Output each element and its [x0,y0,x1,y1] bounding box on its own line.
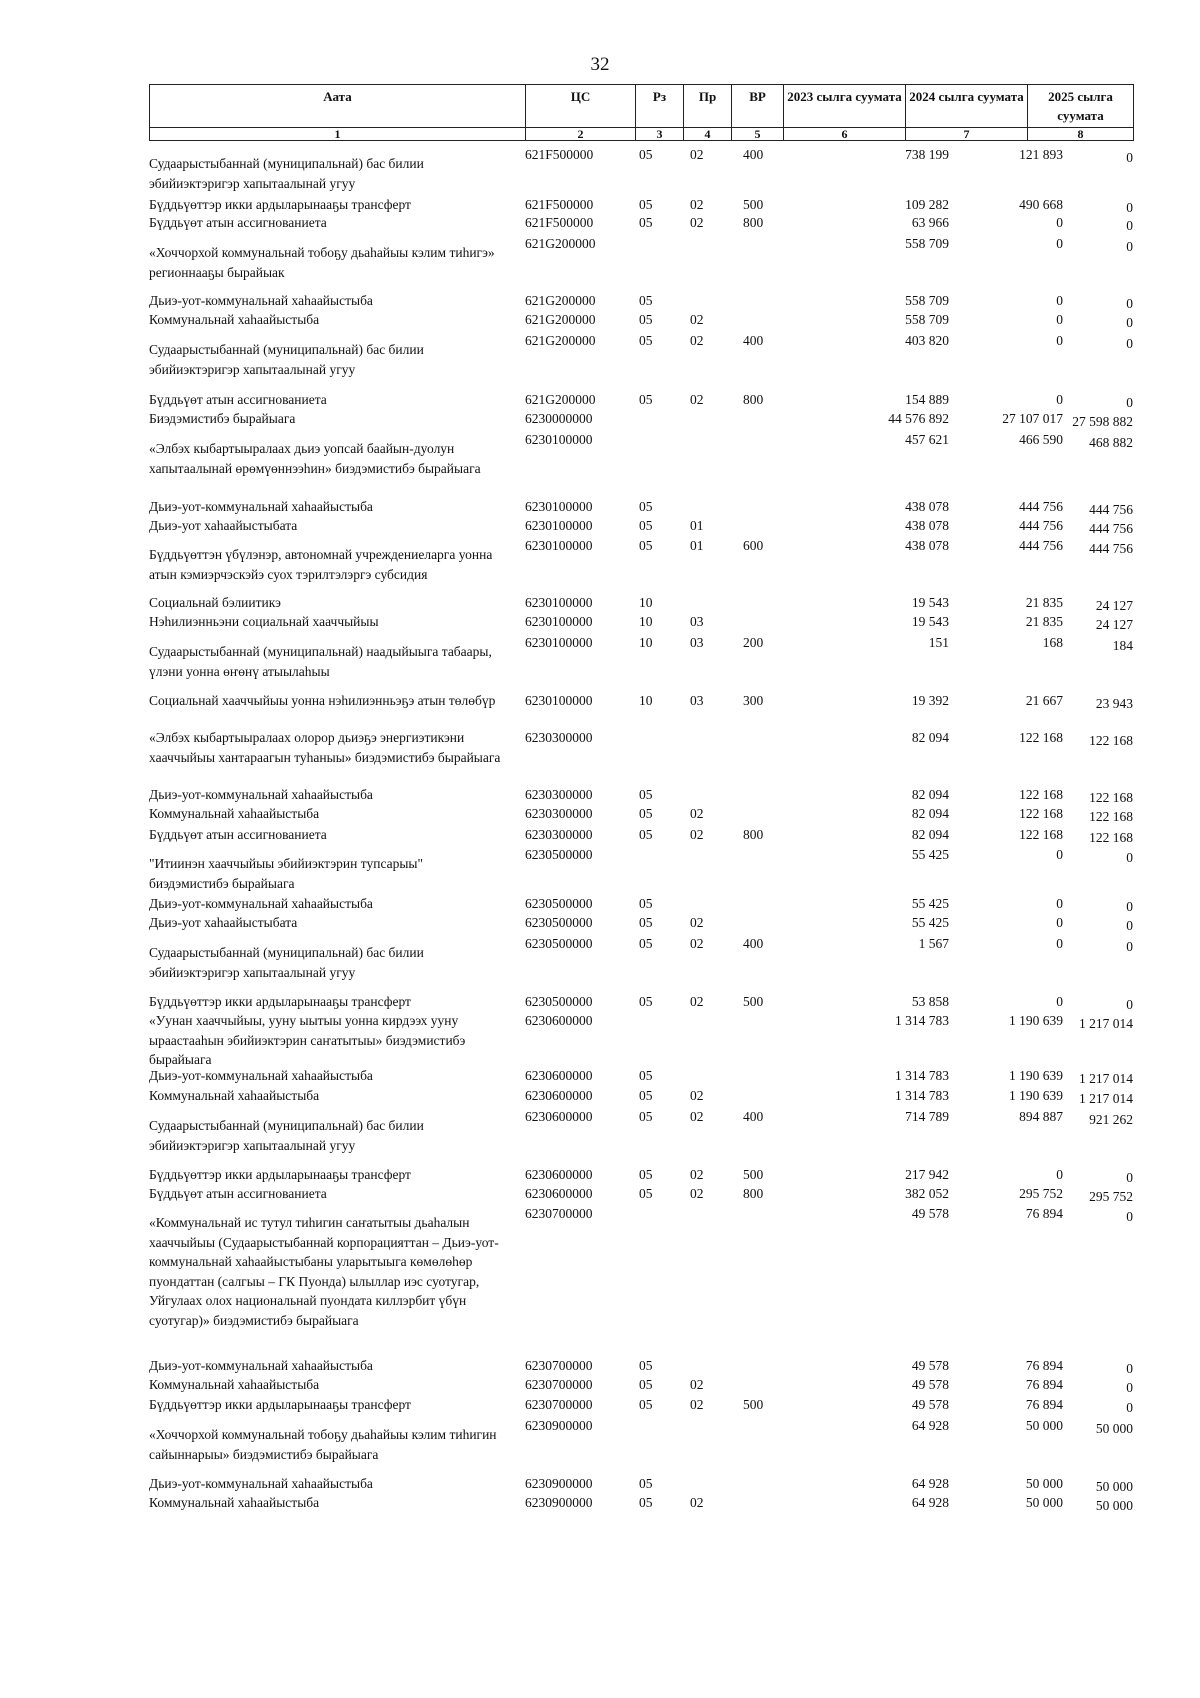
row-vr: 200 [743,635,764,650]
row-pr: 02 [690,1397,704,1412]
row-cs-code: 6230500000 [525,936,593,951]
row-value-2023: 49 578 [911,1358,949,1373]
row-name: «Уунан хааччыйыы, ууну ыытыы уонна кирдээх ууну ыраастааһын эбийиэктэрин саҥатытыы» биэдэмистибэ бырайыага [149,1013,466,1067]
row-vr: 800 [743,215,764,230]
row-value-2023: 1 314 783 [895,1068,949,1083]
row-cs-code: 6230600000 [525,1109,593,1124]
row-name: Коммунальнай хаһаайыстыба [149,312,320,327]
row-vr: 800 [743,392,764,407]
row-name: «Элбэх кыбартыыралаах олорор дьиэҕэ энергиэтикэни хааччыйыы хантараагын туһаныы» биэдэмистибэ бырайыага [149,730,501,765]
header-2025: 2025 сылга суумата [1028,85,1134,128]
column-number: 1 [150,128,526,141]
row-value-2024: 50 000 [1025,1418,1063,1433]
row-rz: 05 [639,1068,653,1083]
row-cs-code: 6230100000 [525,635,593,650]
row-value-2023: 558 709 [905,312,949,327]
row-value-2024: 894 887 [1019,1109,1063,1124]
column-number: 6 [784,128,906,141]
row-name: Социальнай бэлиитикэ [149,595,281,610]
row-value-2025: 122 168 [1089,790,1133,805]
column-number: 5 [732,128,784,141]
row-value-2023: 64 928 [911,1495,949,1510]
row-cs-code: 6230100000 [525,693,593,708]
row-name: «Элбэх кыбартыыралаах дьиэ уопсай баайын-дуолун хапытаалынай өрөмүөннээһин» биэдэмистибэ бырайыага [149,441,481,476]
row-value-2024: 0 [1056,994,1063,1009]
row-pr: 02 [690,215,704,230]
row-cs-code: 6230300000 [525,806,593,821]
row-value-2025: 0 [1126,1209,1133,1224]
row-rz: 05 [639,915,653,930]
row-value-2025: 0 [1126,918,1133,933]
row-value-2025: 444 756 [1089,521,1133,536]
row-cs-code: 6230100000 [525,595,593,610]
row-cs-code: 6230100000 [525,499,593,514]
row-value-2023: 55 425 [911,915,949,930]
row-name: Бүддьүөт атын ассигнованиета [149,392,327,407]
row-name: Дьиэ-уот-коммунальнай хаһаайыстыба [149,1068,373,1083]
row-value-2024: 76 894 [1025,1377,1063,1392]
row-cs-code: 6230100000 [525,614,593,629]
row-name: «Хоччорхой коммунальнай тобоҕу дьаһайыы кэлим тиһигэ» регионнааҕы бырайыак [149,245,495,280]
row-rz: 05 [639,518,653,533]
row-name: Дьиэ-уот хаһаайыстыбата [149,915,298,930]
row-value-2023: 82 094 [911,787,949,802]
row-value-2025: 0 [1126,296,1133,311]
row-value-2023: 64 928 [911,1418,949,1433]
row-rz: 05 [639,1088,653,1103]
row-value-2025: 184 [1112,638,1133,653]
row-value-2024: 0 [1056,215,1063,230]
row-cs-code: 6230500000 [525,994,593,1009]
row-value-2025: 295 752 [1089,1189,1133,1204]
column-number: 8 [1028,128,1134,141]
row-name: Коммунальнай хаһаайыстыба [149,806,320,821]
row-pr: 02 [690,1186,704,1201]
row-cs-code: 6230600000 [525,1088,593,1103]
row-value-2023: 1 314 783 [895,1013,949,1028]
column-number: 3 [636,128,684,141]
row-vr: 500 [743,1397,764,1412]
row-pr: 01 [690,518,704,533]
row-rz: 05 [639,1167,653,1182]
row-value-2024: 21 835 [1025,614,1063,629]
row-cs-code: 6230700000 [525,1397,593,1412]
row-value-2025: 1 217 014 [1079,1071,1133,1086]
row-value-2025: 0 [1126,239,1133,254]
row-value-2025: 0 [1126,939,1133,954]
row-name: Дьиэ-уот-коммунальнай хаһаайыстыба [149,1358,373,1373]
row-name: Коммунальнай хаһаайыстыба [149,1377,320,1392]
row-vr: 500 [743,994,764,1009]
row-rz: 05 [639,827,653,842]
row-value-2023: 49 578 [911,1377,949,1392]
row-rz: 05 [639,806,653,821]
row-value-2023: 55 425 [911,847,949,862]
row-value-2024: 0 [1056,236,1063,251]
row-value-2023: 55 425 [911,896,949,911]
row-value-2024: 444 756 [1019,499,1063,514]
row-pr: 02 [690,1495,704,1510]
row-cs-code: 621F500000 [525,197,594,212]
row-value-2023: 558 709 [905,293,949,308]
row-value-2023: 19 543 [911,614,949,629]
row-value-2023: 109 282 [905,197,949,212]
row-value-2024: 0 [1056,293,1063,308]
row-pr: 02 [690,806,704,821]
row-value-2025: 468 882 [1089,435,1133,450]
row-name: Биэдэмистибэ бырайыага [149,411,296,426]
row-rz: 05 [639,499,653,514]
row-value-2023: 438 078 [905,518,949,533]
row-value-2023: 63 966 [911,215,949,230]
row-cs-code: 621G200000 [525,312,596,327]
row-vr: 400 [743,147,764,162]
row-value-2023: 82 094 [911,806,949,821]
row-cs-code: 6230100000 [525,518,593,533]
header-rz: Рз [636,85,684,128]
row-value-2023: 82 094 [911,827,949,842]
table-header [149,84,1134,141]
row-value-2023: 217 942 [905,1167,949,1182]
row-value-2024: 21 667 [1025,693,1063,708]
row-pr: 02 [690,1167,704,1182]
row-name: Судаарыстыбаннай (муниципальнай) бас билии эбийиэктэригэр хапытаалынай угуу [149,945,424,980]
row-name: Бүддьүөттэр икки ардыларынааҕы трансферт [149,197,411,212]
row-name: Бүддьүөт атын ассигнованиета [149,215,327,230]
row-value-2024: 121 893 [1019,147,1063,162]
row-rz: 10 [639,635,653,650]
row-value-2023: 64 928 [911,1476,949,1491]
row-pr: 02 [690,1377,704,1392]
row-pr: 02 [690,312,704,327]
row-cs-code: 6230300000 [525,730,593,745]
row-pr: 02 [690,936,704,951]
column-number: 7 [906,128,1028,141]
row-value-2025: 0 [1126,1380,1133,1395]
row-cs-code: 6230600000 [525,1068,593,1083]
row-cs-code: 621G200000 [525,333,596,348]
row-rz: 05 [639,197,653,212]
row-value-2024: 122 168 [1019,806,1063,821]
row-value-2025: 1 217 014 [1079,1091,1133,1106]
row-name: «Хоччорхой коммунальнай тобоҕу дьаһайыы кэлим тиһигин сайыннарыы» биэдэмистибэ бырайыага [149,1427,497,1462]
row-rz: 05 [639,392,653,407]
row-name: Бүддьүөттэр икки ардыларынааҕы трансферт [149,1167,411,1182]
row-name: Дьиэ-уот-коммунальнай хаһаайыстыба [149,293,373,308]
row-value-2023: 82 094 [911,730,949,745]
row-value-2023: 53 858 [911,994,949,1009]
row-vr: 400 [743,333,764,348]
row-name: Бүддьүөттэр икки ардыларынааҕы трансферт [149,994,411,1009]
row-value-2025: 444 756 [1089,502,1133,517]
column-number: 2 [526,128,636,141]
row-value-2024: 27 107 017 [1002,411,1063,426]
row-value-2023: 403 820 [905,333,949,348]
row-value-2025: 50 000 [1095,1421,1133,1436]
row-pr: 01 [690,538,704,553]
row-cs-code: 6230700000 [525,1206,593,1221]
header-cs: ЦС [526,85,636,128]
header-pr: Пр [684,85,732,128]
row-cs-code: 621G200000 [525,293,596,308]
row-rz: 05 [639,147,653,162]
row-value-2023: 438 078 [905,538,949,553]
row-value-2025: 0 [1126,1361,1133,1376]
row-value-2025: 27 598 882 [1072,414,1133,429]
row-cs-code: 6230900000 [525,1418,593,1433]
row-value-2023: 44 576 892 [888,411,949,426]
row-rz: 05 [639,1358,653,1373]
row-name: Дьиэ-уот хаһаайыстыбата [149,518,298,533]
row-value-2024: 0 [1056,847,1063,862]
page-number: 32 [590,54,610,75]
row-name: Судаарыстыбаннай (муниципальнай) бас билии эбийиэктэригэр хапытаалынай угуу [149,1118,424,1153]
row-vr: 800 [743,827,764,842]
row-cs-code: 621G200000 [525,392,596,407]
row-value-2025: 0 [1126,336,1133,351]
row-name: Бүддьүөт атын ассигнованиета [149,827,327,842]
row-cs-code: 6230600000 [525,1167,593,1182]
row-value-2024: 0 [1056,312,1063,327]
row-cs-code: 6230300000 [525,827,593,842]
row-pr: 02 [690,915,704,930]
header-2024: 2024 сылга суумата [906,85,1028,128]
row-value-2025: 0 [1126,997,1133,1012]
row-pr: 03 [690,614,704,629]
row-name: "Итиинэн хааччыйыы эбийиэктэрин тупсарыы" биэдэмистибэ бырайыага [149,856,423,891]
row-rz: 05 [639,936,653,951]
row-value-2024: 0 [1056,896,1063,911]
row-rz: 05 [639,1476,653,1491]
row-value-2024: 1 190 639 [1009,1088,1063,1103]
row-name: Социальнай хааччыйыы уонна нэһилиэнньэҕэ атын төлөбүр [149,693,496,708]
row-rz: 05 [639,787,653,802]
row-value-2023: 558 709 [905,236,949,251]
row-pr: 02 [690,994,704,1009]
row-cs-code: 6230700000 [525,1377,593,1392]
row-value-2025: 122 168 [1089,830,1133,845]
row-vr: 400 [743,1109,764,1124]
row-pr: 02 [690,392,704,407]
row-value-2024: 122 168 [1019,787,1063,802]
row-pr: 03 [690,693,704,708]
row-name: Дьиэ-уот-коммунальнай хаһаайыстыба [149,787,373,802]
row-rz: 05 [639,1495,653,1510]
row-rz: 05 [639,1397,653,1412]
row-value-2024: 490 668 [1019,197,1063,212]
row-cs-code: 6230900000 [525,1476,593,1491]
row-value-2023: 714 789 [905,1109,949,1124]
row-value-2024: 295 752 [1019,1186,1063,1201]
row-value-2024: 1 190 639 [1009,1013,1063,1028]
row-rz: 05 [639,1186,653,1201]
row-rz: 10 [639,693,653,708]
row-value-2025: 0 [1126,395,1133,410]
row-value-2024: 1 190 639 [1009,1068,1063,1083]
row-value-2025: 0 [1126,218,1133,233]
row-pr: 02 [690,147,704,162]
header-name: Аата [150,85,526,128]
row-value-2023: 154 889 [905,392,949,407]
row-pr: 02 [690,1109,704,1124]
row-name: Дьиэ-уот-коммунальнай хаһаайыстыба [149,499,373,514]
row-cs-code: 6230000000 [525,411,593,426]
row-rz: 10 [639,614,653,629]
row-pr: 02 [690,1088,704,1103]
row-rz: 05 [639,994,653,1009]
row-rz: 05 [639,1377,653,1392]
row-value-2025: 0 [1126,200,1133,215]
row-value-2024: 0 [1056,333,1063,348]
row-rz: 05 [639,896,653,911]
row-cs-code: 6230100000 [525,538,593,553]
row-value-2023: 1 314 783 [895,1088,949,1103]
row-value-2025: 0 [1126,850,1133,865]
row-rz: 05 [639,333,653,348]
row-name: Дьиэ-уот-коммунальнай хаһаайыстыба [149,896,373,911]
header-2023: 2023 сылга суумата [784,85,906,128]
row-name: Коммунальнай хаһаайыстыба [149,1495,320,1510]
row-cs-code: 6230900000 [525,1495,593,1510]
row-name: Нэһилиэнньэни социальнай хааччыйыы [149,614,379,629]
row-value-2025: 122 168 [1089,733,1133,748]
row-value-2025: 1 217 014 [1079,1016,1133,1031]
row-cs-code: 621F500000 [525,147,594,162]
row-value-2023: 1 567 [918,936,949,951]
row-cs-code: 6230500000 [525,896,593,911]
row-value-2025: 0 [1126,315,1133,330]
row-value-2023: 438 078 [905,499,949,514]
row-cs-code: 6230500000 [525,847,593,862]
row-value-2024: 50 000 [1025,1495,1063,1510]
row-cs-code: 621F500000 [525,215,594,230]
row-cs-code: 6230300000 [525,787,593,802]
row-value-2025: 921 262 [1089,1112,1133,1127]
row-cs-code: 6230700000 [525,1358,593,1373]
row-value-2024: 0 [1056,1167,1063,1182]
row-value-2025: 0 [1126,1170,1133,1185]
row-value-2024: 444 756 [1019,538,1063,553]
row-vr: 400 [743,936,764,951]
column-number: 4 [684,128,732,141]
row-value-2024: 21 835 [1025,595,1063,610]
row-value-2025: 24 127 [1095,598,1133,613]
row-rz: 05 [639,312,653,327]
row-value-2025: 0 [1126,150,1133,165]
row-vr: 500 [743,197,764,212]
row-value-2025: 50 000 [1095,1479,1133,1494]
row-cs-code: 6230600000 [525,1186,593,1201]
row-value-2024: 466 590 [1019,432,1063,447]
row-name: «Коммунальнай ис тутул тиһигин саҥатытыы дьаһалын хааччыйыы (Судаарыстыбаннай корпорацияттан – Дьиэ-уот-коммунальнай хаһаайыстыбаны уларытыыга көмөлөһөр пуондаттан (салгыы – ГК Пуонда) ылыллар иэс суотугар, Уйгулаах олох национальнай пуондата киллэрбит үбүн суотугар)» биэдэмистибэ бырайыага [149,1215,499,1328]
row-vr: 500 [743,1167,764,1182]
row-value-2023: 49 578 [911,1397,949,1412]
row-pr: 03 [690,635,704,650]
row-name: Бүддьүөт атын ассигнованиета [149,1186,327,1201]
row-rz: 05 [639,538,653,553]
row-rz: 10 [639,595,653,610]
row-value-2025: 24 127 [1095,617,1133,632]
row-rz: 05 [639,215,653,230]
row-rz: 05 [639,293,653,308]
row-rz: 05 [639,1109,653,1124]
row-pr: 02 [690,333,704,348]
row-value-2024: 444 756 [1019,518,1063,533]
row-cs-code: 6230100000 [525,432,593,447]
row-pr: 02 [690,197,704,212]
row-value-2023: 19 392 [911,693,949,708]
row-value-2024: 122 168 [1019,827,1063,842]
row-name: Бүддьүөттэн үбүлэнэр, автономнай учреждениеларга уонна атын кэмиэрчэскэйэ суох тэрилтэлэргэ субсидия [149,547,493,582]
row-cs-code: 621G200000 [525,236,596,251]
row-value-2024: 76 894 [1025,1206,1063,1221]
header-vr: ВР [732,85,784,128]
row-value-2024: 0 [1056,936,1063,951]
row-vr: 300 [743,693,764,708]
row-cs-code: 6230500000 [525,915,593,930]
row-value-2024: 168 [1042,635,1063,650]
row-value-2025: 0 [1126,1400,1133,1415]
row-name: Бүддьүөттэр икки ардыларынааҕы трансферт [149,1397,411,1412]
row-value-2025: 444 756 [1089,541,1133,556]
row-pr: 02 [690,827,704,842]
row-vr: 600 [743,538,764,553]
row-value-2024: 76 894 [1025,1397,1063,1412]
row-name: Судаарыстыбаннай (муниципальнай) бас билии эбийиэктэригэр хапытаалынай угуу [149,342,424,377]
row-vr: 800 [743,1186,764,1201]
row-name: Коммунальнай хаһаайыстыба [149,1088,320,1103]
row-cs-code: 6230600000 [525,1013,593,1028]
row-value-2024: 0 [1056,915,1063,930]
row-name: Дьиэ-уот-коммунальнай хаһаайыстыба [149,1476,373,1491]
row-value-2025: 122 168 [1089,809,1133,824]
row-value-2023: 738 199 [905,147,949,162]
row-name: Судаарыстыбаннай (муниципальнай) наадыйыыга табаары, үлэни уонна өҥөнү атыылаһыы [149,644,492,679]
row-value-2025: 23 943 [1095,696,1133,711]
row-value-2024: 122 168 [1019,730,1063,745]
row-value-2024: 50 000 [1025,1476,1063,1491]
row-value-2023: 457 621 [905,432,949,447]
row-value-2023: 151 [928,635,949,650]
row-value-2025: 0 [1126,899,1133,914]
row-value-2023: 49 578 [911,1206,949,1221]
row-value-2025: 50 000 [1095,1498,1133,1513]
row-value-2024: 76 894 [1025,1358,1063,1373]
row-name: Судаарыстыбаннай (муниципальнай) бас билии эбийиэктэригэр хапытаалынай угуу [149,156,424,191]
row-value-2023: 19 543 [911,595,949,610]
row-value-2023: 382 052 [905,1186,949,1201]
row-value-2024: 0 [1056,392,1063,407]
